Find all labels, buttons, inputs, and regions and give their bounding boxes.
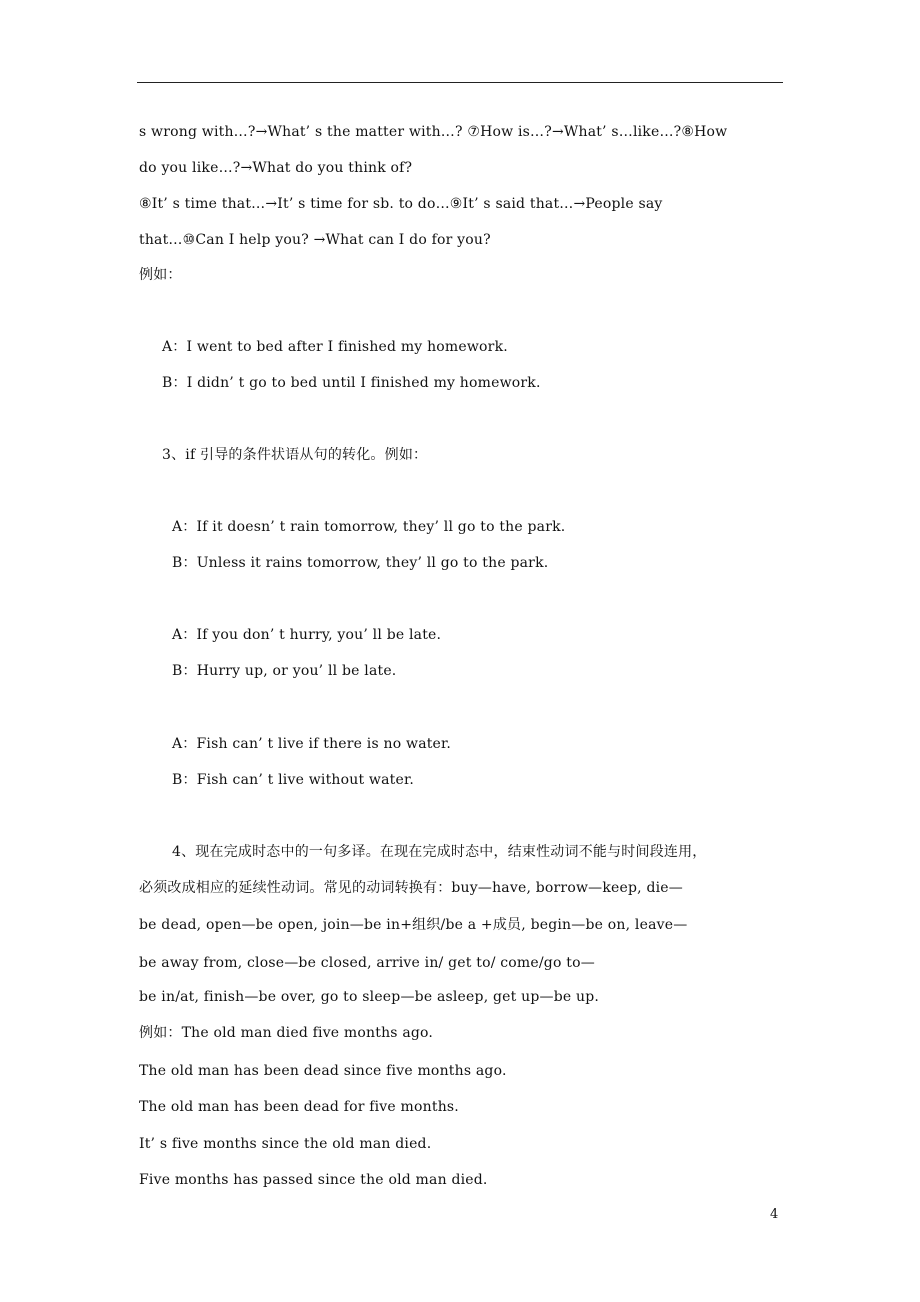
section4-line-3: be dead, open—be open, join—be in+组织/be a +成员, begin—be on, leave— bbox=[139, 917, 688, 933]
section3-pair1-a: A：If it doesn’ t rain tomorrow, they’ ll go to the park. bbox=[172, 519, 566, 535]
section3-heading: 3、if 引导的条件状语从句的转化。例如： bbox=[162, 447, 428, 463]
section3-pair3-a: A：Fish can’ t live if there is no water. bbox=[172, 736, 452, 752]
section3-pair1-b: B：Unless it rains tomorrow, they’ ll go to the park. bbox=[172, 555, 549, 571]
header-rule bbox=[137, 82, 783, 83]
section3-pair3-b: B：Fish can’ t live without water. bbox=[172, 772, 414, 788]
example-label: 例如： bbox=[139, 267, 182, 283]
section3-pair2-b: B：Hurry up, or you’ ll be late. bbox=[172, 663, 397, 679]
section4-line-10: Five months has passed since the old man died. bbox=[139, 1172, 488, 1188]
page-number: 4 bbox=[770, 1207, 779, 1222]
section4-line-5: be in/at, finish—be over, go to sleep—be asleep, get up—be up. bbox=[139, 989, 600, 1005]
intro-line-3: ⑧It’ s time that…→It’ s time for sb. to do…⑨It’ s said that…→People say bbox=[139, 196, 663, 212]
until-sentence-a: A：I went to bed after I finished my homework. bbox=[162, 339, 508, 355]
intro-line-4: that…⑩Can I help you? →What can I do for you? bbox=[139, 232, 491, 248]
section4-example: 例如：The old man died five months ago. bbox=[139, 1025, 434, 1041]
section4-heading: 4、现在完成时态中的一句多译。在现在完成时态中，结束性动词不能与时间段连用， bbox=[172, 844, 707, 860]
section4-line-8: The old man has been dead for five months. bbox=[139, 1099, 459, 1115]
until-sentence-b: B：I didn’ t go to bed until I finished my homework. bbox=[162, 375, 541, 391]
section3-pair2-a: A：If you don’ t hurry, you’ ll be late. bbox=[172, 627, 442, 643]
intro-line-1: s wrong with…?→What’ s the matter with…? ⑦How is…?→What’ s…like…?⑧How bbox=[139, 124, 728, 140]
section4-line-2: 必须改成相应的延续性动词。常见的动词转换有：buy—have, borrow—keep, die— bbox=[139, 880, 683, 896]
section4-line-9: It’ s five months since the old man died. bbox=[139, 1136, 432, 1152]
section4-line-7: The old man has been dead since five months ago. bbox=[139, 1063, 507, 1079]
section4-line-4: be away from, close—be closed, arrive in/ get to/ come/go to— bbox=[139, 955, 595, 971]
intro-line-2: do you like…?→What do you think of? bbox=[139, 160, 413, 176]
